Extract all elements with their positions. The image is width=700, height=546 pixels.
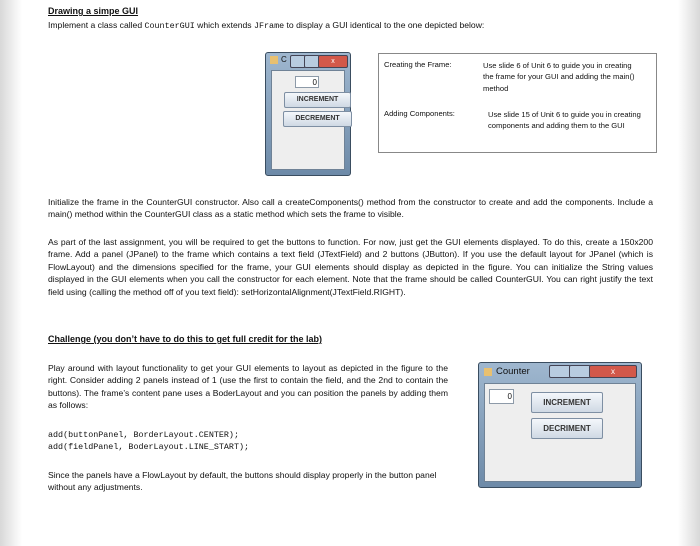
title-bar — [479, 363, 641, 381]
page-edge-left — [0, 0, 22, 546]
window-title: C — [281, 55, 287, 64]
challenge-heading: Challenge (you don’t have to do this to get full credit for the lab) — [48, 334, 323, 344]
paragraph-assignment: As part of the last assignment, you will be required to get the buttons to function. For now, just get the GUI elements displayed. To do this, create a 150x200 frame. Add a panel (JPanel) to the frame which contains a text field (JTextField) and 2 buttons (JButton). If you use the default layout for JPanel (which is FlowLayout) and the dimensions specified for the frame, your GUI elements should display as depicted in the figure. You can initialize the String values displayed in the GUI elements when you call the constructor for each element. Note that the frame should be called CounterGUI. You can right justify the text field using (calling the method off of you text field): setHorizontalAlignment(JTextField.RIGHT). — [48, 237, 653, 297]
java-icon — [270, 56, 278, 64]
code-line: add(buttonPanel, BorderLayout.CENTER); — [48, 430, 239, 440]
components-text: Use slide 15 of Unit 6 to guide you in creating components and adding them to the GUI — [488, 110, 641, 131]
decrement-button[interactable]: DECRIMENT — [531, 418, 603, 439]
code-line: add(fieldPanel, BoderLayout.LINE_START); — [48, 442, 250, 452]
paragraph-constructor: Initialize the frame in the CounterGUI constructor. Also call a createComponents() method from the constructor to create and add the components. Include a main() method within the CounterGUI class as a static method which sets the frame to visible. — [48, 197, 653, 220]
close-button[interactable]: x — [589, 365, 637, 378]
java-icon — [484, 368, 492, 376]
frame-text: Use slide 6 of Unit 6 to guide you in creating the frame for your GUI and adding the main() method — [483, 61, 635, 93]
code-block — [48, 429, 249, 453]
paragraph-challenge: Play around with layout functionality to get your GUI elements to layout as depicted in the figure to the right. Consider adding 2 panels instead of 1 (use the first to contain the field, and the 2nd to contain the buttons). The frame’s content pane uses a BoderLayout and you can position the panels by adding them as follows: — [48, 363, 448, 411]
paragraph-flowlayout: Since the panels have a FlowLayout by default, the buttons should display properly in the button panel without any adjustments. — [48, 470, 437, 493]
close-button[interactable]: x — [318, 55, 348, 68]
minimize-button[interactable] — [549, 365, 571, 378]
document-title: Drawing a simpe GUI — [48, 6, 139, 16]
counter-field[interactable]: 0 — [489, 389, 514, 404]
small-counter-window — [265, 52, 351, 176]
page-edge-right — [678, 0, 700, 546]
counter-field[interactable]: 0 — [295, 76, 319, 88]
content-pane — [271, 70, 345, 170]
instructions-box — [378, 53, 657, 153]
frame-label: Creating the Frame: — [384, 60, 452, 69]
decrement-button[interactable]: DECREMENT — [283, 111, 352, 127]
increment-button[interactable]: INCREMENT — [284, 92, 351, 108]
challenge-counter-window — [478, 362, 642, 488]
increment-button[interactable]: INCREMENT — [531, 392, 603, 413]
maximize-button[interactable] — [569, 365, 591, 378]
window-title: Counter — [496, 366, 530, 377]
content-pane — [484, 383, 636, 482]
components-label: Adding Components: — [384, 109, 455, 118]
intro-text: Implement a class called CounterGUI which extends JFrame to display a GUI identical to the one depicted below: — [48, 20, 485, 31]
title-bar — [266, 53, 350, 69]
